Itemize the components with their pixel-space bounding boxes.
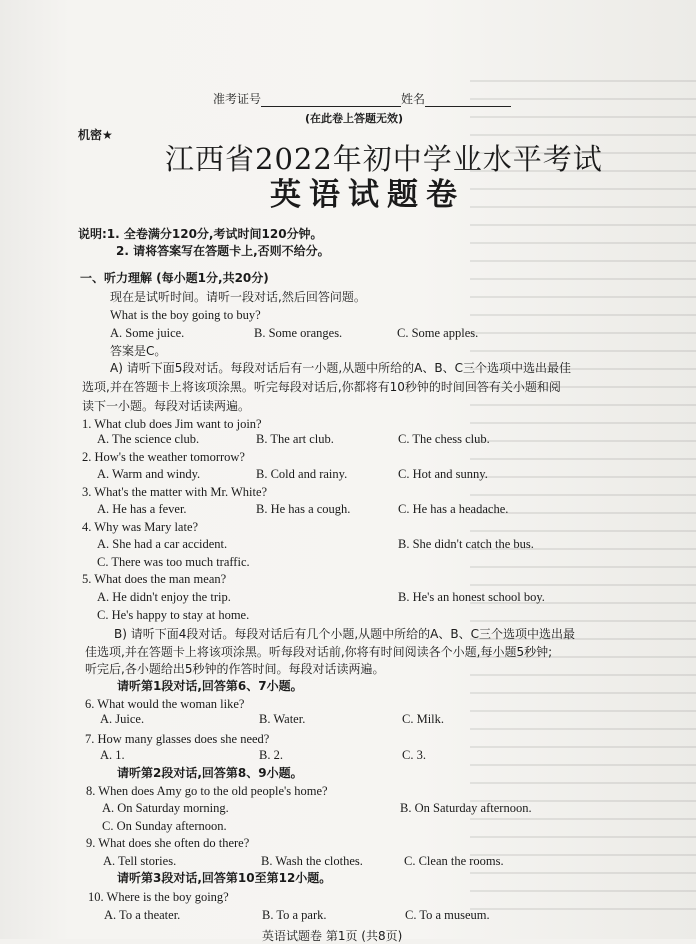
option: B. To a park. xyxy=(262,908,327,922)
option: A. The science club. xyxy=(97,432,200,446)
option: A. Juice. xyxy=(100,712,145,726)
option: A. 1. xyxy=(100,748,125,762)
question: 9. What does she often do there? xyxy=(86,836,250,850)
option: C. On Sunday afternoon. xyxy=(102,819,227,833)
bleed-through xyxy=(470,80,696,910)
section-heading: 一、听力理解 (每小题1分,共20分) xyxy=(80,271,269,285)
question: 7. How many glasses does she need? xyxy=(85,732,270,746)
option: C. To a museum. xyxy=(405,908,490,922)
option: C. There was too much traffic. xyxy=(97,555,250,569)
option: A. Warm and windy. xyxy=(97,467,201,481)
option: C. Some apples. xyxy=(397,326,479,340)
dialog-instruction: 请听第3段对话,回答第10至第12小题。 xyxy=(117,871,332,885)
option: C. He's happy to stay at home. xyxy=(97,608,250,622)
instruction-2: 2. 请将答案写在答题卡上,否则不给分。 xyxy=(116,244,330,258)
question: 3. What's the matter with Mr. White? xyxy=(82,485,268,499)
name-blank xyxy=(425,94,511,107)
option: A. On Saturday morning. xyxy=(102,801,229,815)
option: B. On Saturday afternoon. xyxy=(400,801,532,815)
option: C. 3. xyxy=(402,748,426,762)
option: C. Hot and sunny. xyxy=(398,467,488,481)
option: A. Tell stories. xyxy=(103,854,177,868)
question: 8. When does Amy go to the old people's home? xyxy=(86,784,328,798)
part-b-instructions: B) 请听下面4段对话。每段对话后有几个小题,从题中所给的A、B、C三个选项中选出最 xyxy=(114,627,576,641)
secret-mark: 机密★ xyxy=(78,128,113,142)
page-footer: 英语试题卷 第1页 (共8页) xyxy=(262,929,403,943)
paper-title: 英语试题卷 xyxy=(270,177,465,213)
instruction-1: 说明:1. 全卷满分120分,考试时间120分钟。 xyxy=(78,227,323,241)
question: 10. Where is the boy going? xyxy=(88,890,229,904)
option: C. He has a headache. xyxy=(398,502,509,516)
option: B. The art club. xyxy=(256,432,334,446)
part-a-instructions: 读下一小题。每段对话读两遍。 xyxy=(82,399,251,413)
option: B. Water. xyxy=(259,712,306,726)
exam-id-label: 准考证号 xyxy=(213,92,262,106)
option: C. Milk. xyxy=(402,712,445,726)
exam-title: 江西省2022年初中学业水平考试 xyxy=(165,142,603,176)
question: 5. What does the man mean? xyxy=(82,572,227,586)
question: 1. What club does Jim want to join? xyxy=(82,417,262,431)
invalid-notice: (在此卷上答题无效) xyxy=(305,112,404,125)
option: A. He didn't enjoy the trip. xyxy=(97,590,231,604)
option: B. He has a cough. xyxy=(256,502,351,516)
option: B. He's an honest school boy. xyxy=(398,590,545,604)
option: B. Cold and rainy. xyxy=(256,467,348,481)
option: B. Some oranges. xyxy=(254,326,343,340)
question: 2. How's the weather tomorrow? xyxy=(82,450,245,464)
question: 6. What would the woman like? xyxy=(85,697,245,711)
trial-question: What is the boy going to buy? xyxy=(110,308,261,322)
trial-answer: 答案是C。 xyxy=(110,344,167,358)
option: A. She had a car accident. xyxy=(97,537,228,551)
name-label: 姓名 xyxy=(401,92,426,106)
option: A. He has a fever. xyxy=(97,502,187,516)
option: B. Wash the clothes. xyxy=(261,854,363,868)
part-a-instructions: 选项,并在答题卡上将该项涂黑。听完每段对话后,你都将有10秒钟的时间回答有关小题和阅 xyxy=(82,380,561,394)
exam-id-blank xyxy=(261,94,401,107)
option: C. The chess club. xyxy=(398,432,490,446)
trial-intro: 现在是试听时间。请听一段对话,然后回答问题。 xyxy=(110,290,366,304)
part-a-instructions: A) 请听下面5段对话。每段对话后有一小题,从题中所给的A、B、C三个选项中选出最佳 xyxy=(110,361,571,375)
part-b-instructions: 佳选项,并在答题卡上将该项涂黑。听每段对话前,你将有时间阅读各个小题,每小题5秒钟; xyxy=(85,645,553,659)
dialog-instruction: 请听第1段对话,回答第6、7小题。 xyxy=(117,679,303,693)
part-b-instructions: 听完后,各小题给出5秒钟的作答时间。每段对话读两遍。 xyxy=(85,662,385,676)
option: A. Some juice. xyxy=(110,326,185,340)
option: B. 2. xyxy=(259,748,283,762)
option: A. To a theater. xyxy=(104,908,181,922)
dialog-instruction: 请听第2段对话,回答第8、9小题。 xyxy=(117,766,303,780)
question: 4. Why was Mary late? xyxy=(82,520,199,534)
option: B. She didn't catch the bus. xyxy=(398,537,534,551)
option: C. Clean the rooms. xyxy=(404,854,504,868)
exam-id-field xyxy=(213,92,511,107)
